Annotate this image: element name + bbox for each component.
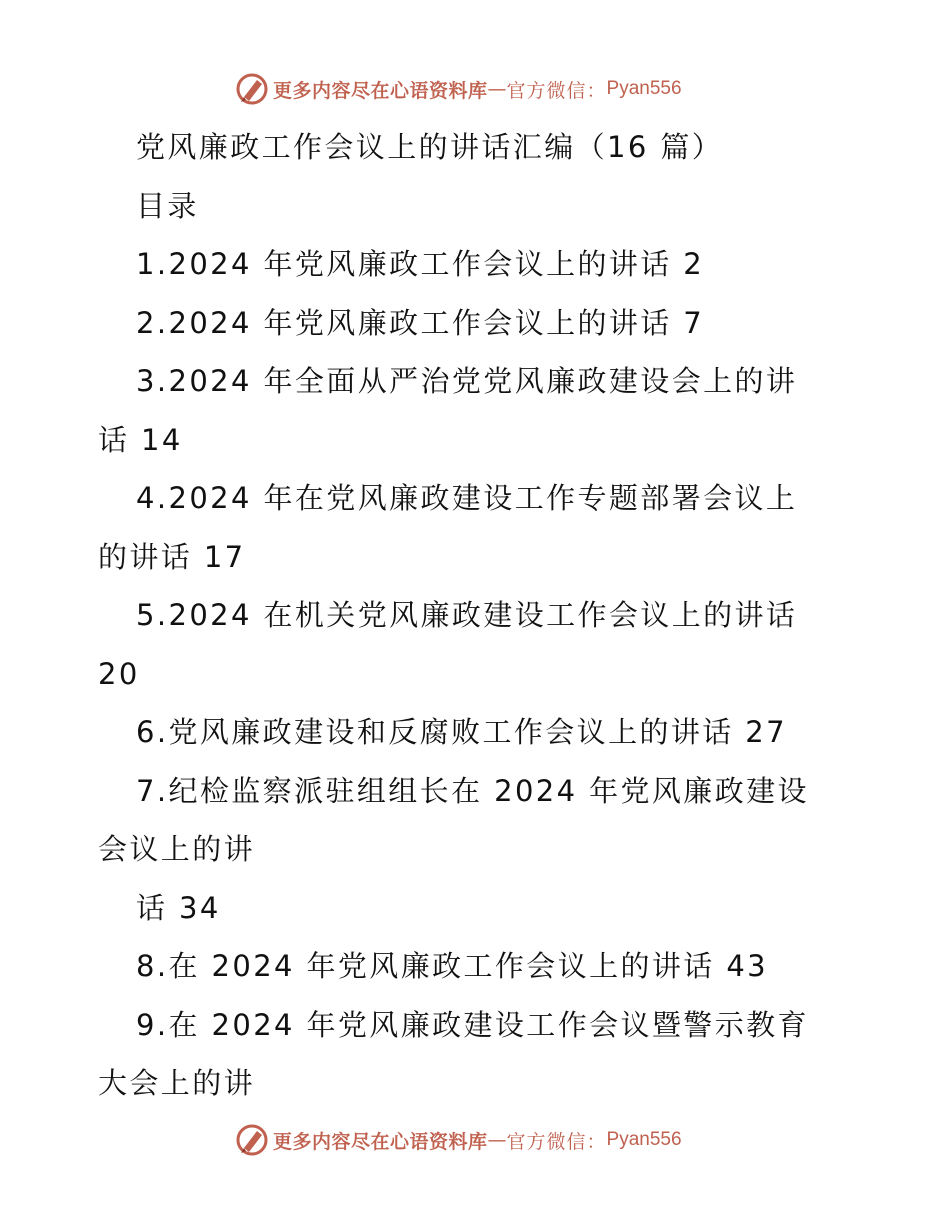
toc-entry-6: 6.党风廉政建设和反腐败工作会议上的讲话 27 [136,715,787,749]
banner-official-label: 官方微信： [506,1130,607,1153]
toc-entry-5-continued: 20 [98,656,140,691]
header-banner [235,72,682,106]
toc-entry-7-page: 话 34 [136,890,221,925]
toc-entry-1: 1.2024 年党风廉政工作会议上的讲话 2 [136,247,705,281]
pen-logo-icon [235,1123,269,1157]
banner-brand-text: 更多内容尽在心语资料库 [273,1130,488,1153]
toc-entry-3-continued: 话 14 [98,422,183,457]
document-title: 党风廉政工作会议上的讲话汇编（16 篇） [136,130,724,164]
document-body [98,118,858,1113]
toc-entry-7-continued: 会议上的讲 [98,832,256,866]
toc-entry-2: 2.2024 年党风廉政工作会议上的讲话 7 [136,305,705,340]
footer-banner [235,1123,682,1157]
pen-logo-icon [235,72,269,106]
toc-entry-9: 9.在 2024 年党风廉政建设工作会议暨警示教育 [136,1007,809,1042]
banner-official-label: 官方微信： [506,79,607,102]
toc-entry-9-continued: 大会上的讲 [98,1066,256,1100]
toc-entry-3: 3.2024 年全面从严治党党风廉政建设会上的讲 [136,364,798,398]
banner-dash: — [487,1129,507,1151]
toc-entry-7: 7.纪检监察派驻组组长在 2024 年党风廉政建设 [136,773,809,808]
banner-wechat-id: Pyan556 [606,78,682,99]
banner-wechat-id: Pyan556 [606,1129,682,1150]
toc-heading: 目录 [136,188,199,223]
banner-dash: — [487,78,507,100]
toc-entry-4: 4.2024 年在党风廉政建设工作专题部署会议上 [136,481,798,515]
banner-brand-text: 更多内容尽在心语资料库 [273,79,488,102]
toc-entry-8: 8.在 2024 年党风廉政工作会议上的讲话 43 [136,949,769,983]
toc-entry-5: 5.2024 在机关党风廉政建设工作会议上的讲话 [136,598,798,632]
toc-entry-4-continued: 的讲话 17 [98,539,246,574]
